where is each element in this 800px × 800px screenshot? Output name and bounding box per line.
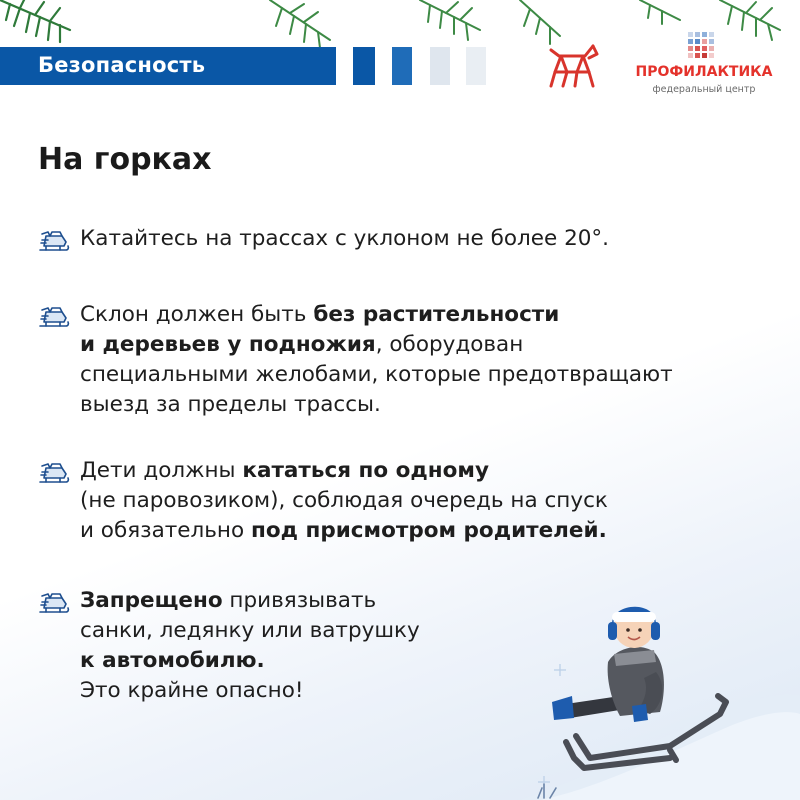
tip-plain-text: Склон должен быть (80, 302, 314, 327)
horse-logo-icon (545, 42, 601, 90)
tip-bold-text: кататься по одному (242, 458, 489, 483)
tip-line (80, 330, 800, 360)
child-on-sled-illustration (520, 592, 800, 800)
tip-line (80, 516, 800, 546)
tip-text (80, 456, 800, 546)
tip-line (80, 300, 800, 330)
tip-plain-text: выезд за пределы трассы. (80, 392, 381, 417)
tip-plain-text: привязывать (222, 588, 377, 613)
header-stripe (430, 47, 450, 85)
tip-plain-text: , оборудован (375, 332, 524, 357)
profilaktika-subtitle: федеральный центр (652, 84, 756, 95)
tip-line (80, 224, 800, 254)
sled-icon (38, 304, 70, 332)
tip-plain-text: Катайтесь на трассах с уклоном не более 20°. (80, 226, 610, 251)
tip-bold-text: под присмотром родителей. (250, 518, 607, 543)
tip-line (80, 486, 800, 516)
tip-plain-text: и обязательно (80, 518, 251, 543)
tip-line (80, 456, 800, 486)
tip-text (80, 224, 800, 254)
tip-bold-text: Запрещено (80, 588, 223, 613)
tip-line (80, 390, 800, 420)
section-label: Безопасность (38, 53, 206, 77)
tip-line (80, 360, 800, 390)
sled-icon (38, 228, 70, 256)
profilaktika-name: ПРОФИЛАКТИКА (635, 64, 773, 80)
page-title: На горках (38, 142, 212, 177)
sled-icon (38, 460, 70, 488)
header-stripe (353, 47, 375, 85)
tip-plain-text: Дети должны (80, 458, 243, 483)
tip-bold-text: без растительности (313, 302, 560, 327)
header-stripe (392, 47, 412, 85)
tip-bold-text: к автомобилю. (80, 648, 265, 673)
tip-plain-text: (не паровозиком), соблюдая очередь на спуск (80, 488, 608, 513)
tip-plain-text: санки, ледянку или ватрушку (80, 618, 420, 643)
profilaktika-logo (628, 32, 780, 102)
tip-plain-text: специальными желобами, которые предотвращают (80, 362, 673, 387)
grid-logo-icon (688, 32, 714, 58)
tip-text (80, 300, 800, 420)
tip-bold-text: и деревьев у подножия (80, 332, 376, 357)
tip-plain-text: Это крайне опасно! (80, 678, 304, 703)
header-stripe (466, 47, 486, 85)
sled-icon (38, 590, 70, 618)
